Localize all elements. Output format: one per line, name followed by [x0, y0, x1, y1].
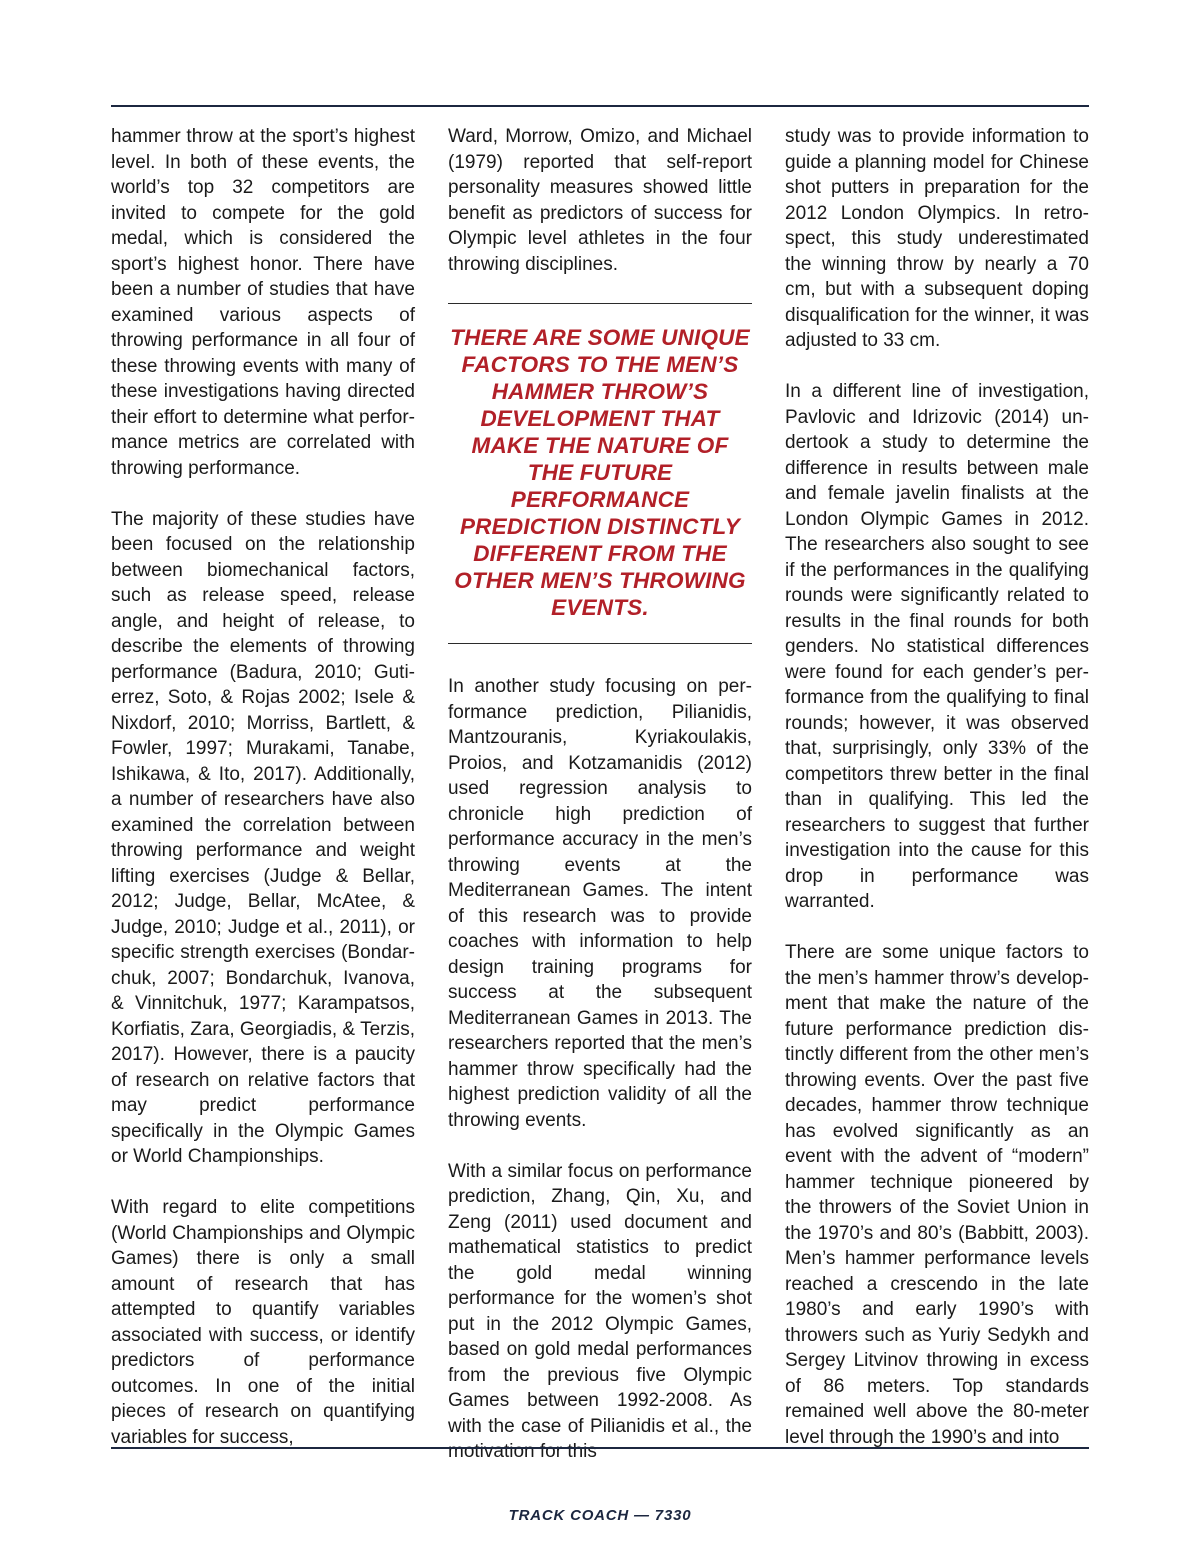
col2-paragraph-2: With a similar focus on performance prediction, Zhang, Qin, Xu, and Zeng (2011) used document and mathematical statistics to predict the gold medal winning performance for the women’s shot put in the 2012 Olympic Games, based on gold medal performances from the previous five Olympic Games between 1992-2008. As with the case of Pilianidis et al., the motivation for this	[448, 1160, 752, 1462]
col1-paragraph-1: hammer throw at the sport’s highest level. In both of these events, the world’s top 32 competitors are invited to compete for the gold medal, which is considered the sport’s highest honor. There have been a number of studies that have examined various aspects of throwing performance in all four of these throwing events with many of these investigations having directed their effort to determine what performance metrics are correlated with throwing performance.	[111, 126, 415, 479]
page-footer: TRACK COACH — 7330	[508, 1507, 692, 1524]
col3-paragraph-1: study was to provide information to guide a planning model for Chinese shot putters in preparation for the 2012 London Olympics. In retrospect, this study underestimated the winning throw by nearly a 70 cm, but with a subsequent doping disqualification for the winner, it was adjusted to 33 cm.	[785, 126, 1089, 351]
column-2	[448, 124, 752, 1465]
col1-paragraph-2: The majority of these studies have been focused on the relationship between biomechanical factors, such as release speed, release angle, and height of release, to describe the elements of throwing performance (Badura, 2010; Gutierrez, Soto, & Rojas 2002; Isele & Nixdorf, 2010; Morriss, Bartlett, & Fowler, 1997; Murakami, Tanabe, Ishikawa, & Ito, 2017). Additionally, a number of researchers have also examined the correlation between throwing performance and weight lifting exercises (Judge & Bellar, 2012; Judge, Bellar, McAtee, & Judge, 2010; Judge et al., 2011), or specific strength exercises (Bondarchuk, 2007; Bondarchuk, Ivanova, & Vinnitchuk, 1977; Karampatsos, Korfiatis, Zara, Georgiadis, & Terzis, 2017). However, there is a paucity of research on relative factors that may predict performance specifically in the Olympic Games or World Championships.	[111, 508, 415, 1167]
col1-paragraph-3: With regard to elite competitions (World Championships and Olympic Games) there is only a small amount of research that has attempted to quantify variables associated with success, or identify predictors of performance outcomes. In one of the initial pieces of research on quantifying variables for success,	[111, 1197, 415, 1448]
col2-intro-paragraph: Ward, Morrow, Omizo, and Michael (1979) reported that self-report personality measures showed little benefit as predictors of success for Olympic level athletes in the four throwing disciplines.	[448, 126, 752, 275]
pull-quote-bottom-rule	[448, 643, 752, 644]
column-3	[785, 124, 1089, 1450]
footer-rule	[111, 1447, 1089, 1449]
pull-quote: THERE ARE SOME UNIQUE FACTORS TO THE MEN’S HAMMER THROW’S DEVELOPMENT THAT MAKE THE NATURE OF THE FUTURE PERFORMANCE PREDICTION DISTINCTLY DIFFERENT FROM THE OTHER MEN’S THROWING EVENTS.	[450, 325, 750, 620]
col3-paragraph-3: There are some unique factors to the men’s hammer throw’s development that make the nature of the future performance prediction distinctly different from the other men’s throwing events. Over the past five decades, hammer throw technique has evolved significantly as an event with the advent of “modern” hammer technique pioneered by the throwers of the Soviet Union in the 1970’s and 80’s (Babbitt, 2003). Men’s hammer performance levels reached a crescendo in the late 1980’s and early 1990’s with throwers such as Yuriy Sedykh and Sergey Litvinov throwing in excess of 86 meters. Top standards remained well above the 80-meter level through the 1990’s and into	[785, 942, 1089, 1448]
pull-quote-block	[448, 303, 752, 644]
pull-quote-top-rule	[448, 303, 752, 304]
column-1	[111, 124, 415, 1450]
col3-paragraph-2: In a different line of investigation, Pavlovic and Idrizovic (2014) undertook a study to determine the difference in results between male and female javelin finalists at the London Olympic Games in 2012. The researchers also sought to see if the performances in the qualifying rounds were significantly related to results in the final rounds for both genders. No statistical differences were found for each gender’s performance from the qualifying to final rounds; however, it was observed that, surprisingly, only 33% of the competitors threw better in the final than in qualifying. This led the researchers to suggest that further investigation into the cause for this drop in performance was warranted.	[785, 381, 1089, 912]
header-rule	[111, 105, 1089, 107]
col2-paragraph-1: In another study focusing on performance prediction, Pilianidis, Mantzouranis, Kyriakoulakis, Proios, and Kotzamanidis (2012) used regression analysis to chronicle high prediction of performance accuracy in the men’s throwing events at the Mediterranean Games. The intent of this research was to provide coaches with information to help design training programs for success at the subsequent Mediterranean Games in 2013. The researchers reported that the men’s hammer throw specifically had the highest prediction validity of all the throwing events.	[448, 676, 752, 1131]
